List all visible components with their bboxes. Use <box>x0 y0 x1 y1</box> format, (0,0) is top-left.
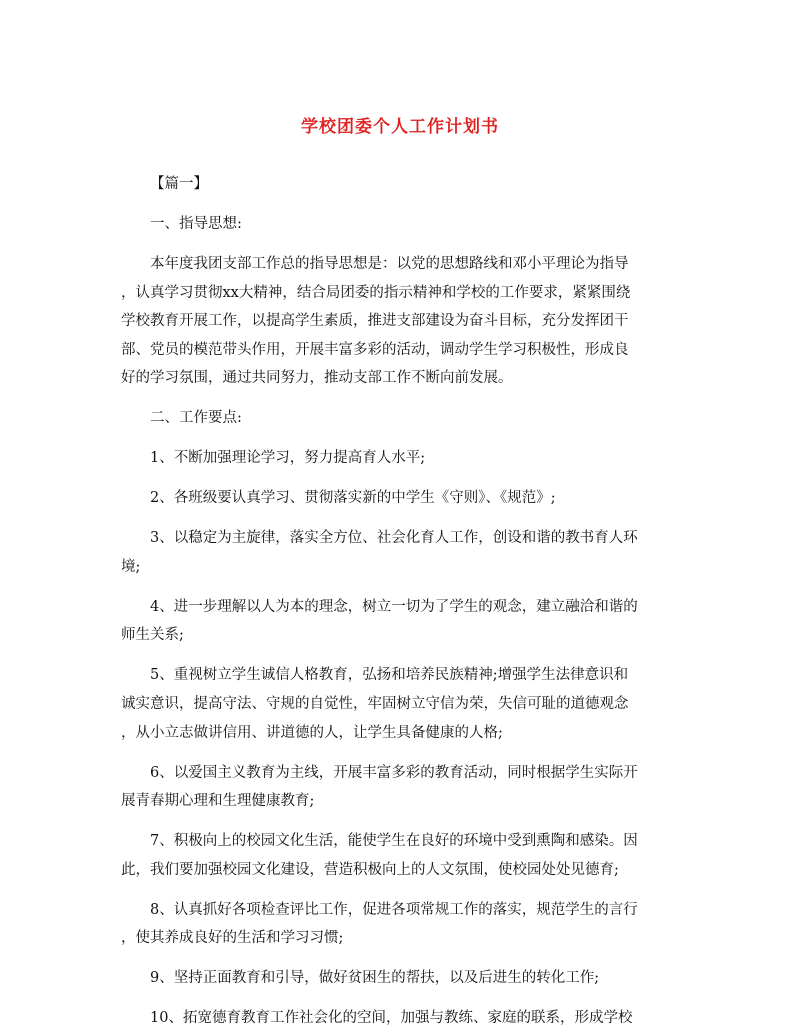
text-line: ，使其养成良好的生活和学习习惯; <box>121 930 344 947</box>
text-line: 5、重视树立学生诚信人格教育，弘扬和培养民族精神;增强学生法律意识和 <box>150 667 629 684</box>
text-line: 6、以爱国主义教育为主线，开展丰富多彩的教育活动，同时根据学生实际开 <box>150 764 638 781</box>
text-line: 展青春期心理和生理健康教育; <box>121 793 315 810</box>
text-line: 诚实意识，提高守法、守规的自觉性，牢固树立守信为荣，失信可耻的道德观念 <box>121 696 629 713</box>
text-line: ，从小立志做讲信用、讲道德的人，让学生具备健康的人格; <box>121 724 503 741</box>
text-line: 境; <box>121 558 141 575</box>
text-line: 8、认真抓好各项检查评比工作，促进各项常规工作的落实，规范学生的言行 <box>150 901 638 918</box>
text-line: ，认真学习贯彻xx大精神，结合局团委的指示精神和学校的工作要求，紧紧围绕 <box>121 284 631 301</box>
text-line: 本年度我团支部工作总的指导思想是：以党的思想路线和邓小平理论为指导 <box>150 255 629 272</box>
document-body <box>121 170 681 1033</box>
text-line: 【篇一】 <box>150 176 208 192</box>
text-line: 1、不断加强理论学习，努力提高育人水平; <box>150 450 426 467</box>
text-line: 10、拓宽德育教育工作社会化的空间，加强与教练、家庭的联系，形成学校 <box>150 1010 633 1027</box>
text-line: 师生关系; <box>121 627 184 644</box>
text-line: 部、党员的模范带头作用，开展丰富多彩的活动，调动学生学习积极性，形成良 <box>121 341 629 358</box>
text-line: 7、积极向上的校园文化生活，能使学生在良好的环境中受到熏陶和感染。因 <box>150 833 638 850</box>
text-line: 一、指导思想: <box>150 215 242 232</box>
text-line: 3、以稳定为主旋律，落实全方位、社会化育人工作，创设和谐的教书育人环 <box>150 530 638 547</box>
text-line: 此，我们要加强校园文化建设，营造积极向上的人文氛围，使校园处处见德育; <box>121 861 619 878</box>
text-line: 9、坚持正面教育和引导，做好贫困生的帮扶，以及后进生的转化工作; <box>150 970 600 987</box>
text-line: 2、各班级要认真学习、贯彻落实新的中学生《守则》、《规范》; <box>150 490 556 507</box>
text-line: 4、进一步理解以人为本的理念，树立一切为了学生的观念，建立融洽和谐的 <box>150 598 638 615</box>
document-title: 学校团委个人工作计划书 <box>301 117 499 137</box>
text-line: 二、工作要点: <box>150 410 242 427</box>
text-line: 学校教育开展工作，以提高学生素质，推进支部建设为奋斗目标，充分发挥团干 <box>121 313 629 330</box>
text-line: 好的学习氛围，通过共同努力，推动支部工作不断向前发展。 <box>121 370 513 387</box>
